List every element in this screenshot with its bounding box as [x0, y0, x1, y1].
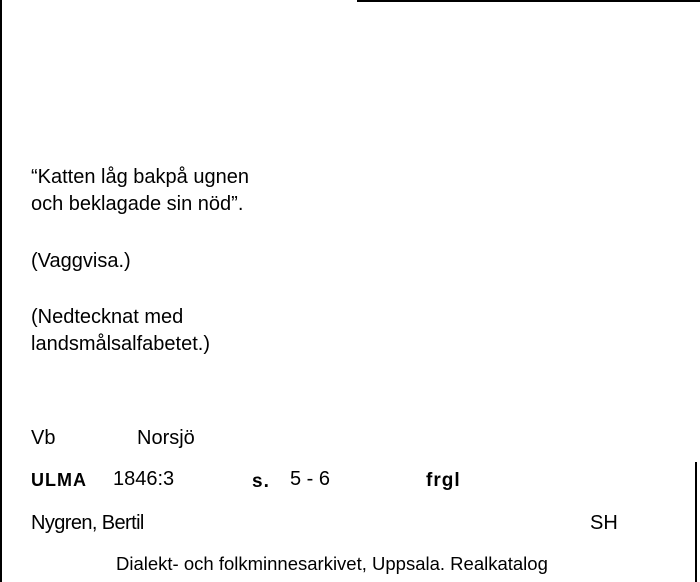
- card-top-border: [357, 0, 700, 2]
- quote-line-2: och beklagade sin nöd”.: [31, 193, 244, 215]
- archive-number: 1846:3: [113, 468, 175, 490]
- parish-name: Norsjö: [137, 427, 195, 449]
- card-left-border: [0, 0, 2, 582]
- archive-code: ULMA: [31, 470, 87, 490]
- archive-footer: Dialekt- och folkminnesarkivet, Uppsala. Realkatalog: [116, 553, 548, 574]
- card-right-border: [695, 462, 697, 582]
- transcription-note-line-2: landsmålsalfabetet.): [31, 333, 210, 355]
- recorder-name: Nygren, Bertil: [31, 512, 144, 534]
- province-code: Vb: [31, 427, 56, 449]
- category-code: frgl: [426, 470, 461, 491]
- pages-prefix: s.: [252, 471, 270, 492]
- page-range: 5 - 6: [290, 468, 331, 490]
- recorder-signature: SH: [590, 512, 618, 534]
- transcription-note-line-1: (Nedtecknat med: [31, 306, 184, 328]
- quote-line-1: “Katten låg bakpå ugnen: [31, 166, 249, 188]
- genre-note: (Vaggvisa.): [31, 250, 131, 272]
